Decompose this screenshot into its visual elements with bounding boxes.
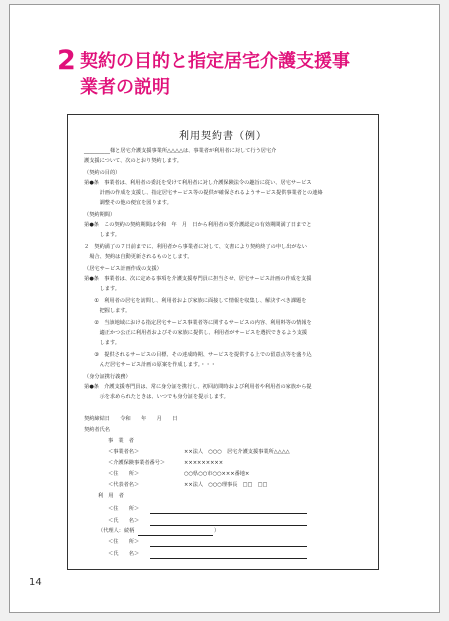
article-line: 適正かつ公正に利用者およびその家族に提供し、利用者がサービスを選択できるよう支援 — [84, 330, 308, 336]
user-address-label: ＜住 所＞ — [108, 506, 140, 512]
section-title-line1: 契約の目的と指定居宅介護支援事 — [80, 51, 350, 72]
row-label: ＜介護保険事業者番号＞ — [108, 460, 166, 466]
row-value: ××法人 ○○○理事長 □□ □□ — [184, 482, 268, 488]
article-heading: （身分証携行義務） — [84, 374, 131, 380]
user-name-label: ＜氏 名＞ — [108, 518, 140, 524]
party-label: 契約者氏名 — [84, 427, 110, 433]
article-line: 第●条 事業者は、利用者の委託を受けて利用者に対し介護保険法令の趣旨に従い、居宅サービス — [84, 180, 312, 186]
article-line: します。 — [84, 232, 120, 238]
article-heading: （居宅サービス計画作成の支援） — [84, 266, 162, 272]
page-number: 14 — [29, 577, 42, 588]
proxy-address-label: ＜住 所＞ — [108, 539, 140, 545]
row-label: ＜住 所＞ — [108, 471, 140, 477]
contract-date: 契約締結日 令和 年 月 日 — [84, 416, 178, 422]
row-label: ＜事業者名＞ — [108, 449, 140, 455]
article-line: します。 — [84, 340, 120, 346]
user-label: 利 用 者 — [98, 493, 124, 499]
article-line: 調整その他の便宜を図ります。 — [84, 200, 172, 206]
user-address-field — [150, 513, 307, 514]
row-value: ××法人 ○○○ 居宅介護支援事業所△△△△ — [184, 449, 290, 455]
proxy-close: ） — [214, 528, 220, 534]
article-heading: （契約期間） — [84, 212, 116, 218]
article-line: 第●条 事業者は、次に定める事項を介護支援専門員に担当させ、居宅サービス計画の作成を支援 — [84, 276, 312, 282]
article-line: 計画の作成を支援し、指定居宅サービス等の提供が確保されるようサービス提供事業者との連絡 — [84, 190, 323, 196]
section-title-line2: 業者の説明 — [80, 77, 170, 98]
proxy-name-label: ＜氏 名＞ — [108, 551, 140, 557]
proxy-address-field — [150, 546, 307, 547]
article-line: 場合、契約は自動更新されるものとします。 — [84, 254, 193, 260]
intro-line: 護支援について、次のとおり契約します。 — [84, 158, 182, 164]
proxy-name-field — [150, 558, 307, 559]
article-line: 第●条 介護支援専門員は、常に身分証を携行し、初回訪問時および利用者や利用者の家族から提 — [84, 384, 312, 390]
form-title: 利用契約書（例） — [179, 131, 267, 142]
intro-line: __________様と居宅介護支援事業所△△△△は、事業者が利用者に対して行う居宅介 — [84, 148, 277, 154]
user-name-field — [150, 525, 307, 526]
article-line: ② 当該地域における指定居宅サービス事業者等に関するサービスの内容、利用料等の情報を — [84, 320, 312, 326]
article-heading: （契約の目的） — [84, 170, 121, 176]
row-value: ○○県○○市○○×××番地× — [184, 471, 250, 477]
business-label: 事 業 者 — [108, 438, 134, 444]
relation-field — [138, 535, 213, 536]
contract-form — [67, 114, 379, 570]
row-label: ＜代表者名＞ — [108, 482, 140, 488]
row-value: ××××××××× — [184, 460, 224, 466]
article-line: ③ 提供されるサービスの目標、その達成時期、サービスを提供する上での留意点等を盛り込 — [84, 352, 312, 358]
article-line: ２ 契約満了の７日前までに、利用者から事業者に対して、文書により契約終了の申し出がない — [84, 244, 307, 250]
article-line: 示を求められたときは、いつでも身分証を提示します。 — [84, 394, 229, 400]
proxy-label: （代理人：続柄 — [98, 528, 135, 534]
section-number: 2 — [57, 45, 76, 76]
article-line: 把握します。 — [84, 308, 131, 314]
article-line: ① 利用者の居宅を訪問し、利用者および家族に面接して情報を収集し、解決すべき課題を — [84, 298, 307, 304]
article-line: します。 — [84, 286, 120, 292]
article-line: 第●条 この契約の契約期間は令和 年 月 日から利用者の要介護認定の有効期間満了日までと — [84, 222, 312, 228]
article-line: んだ居宅サービス計画の原案を作成します。・・・ — [84, 362, 216, 368]
